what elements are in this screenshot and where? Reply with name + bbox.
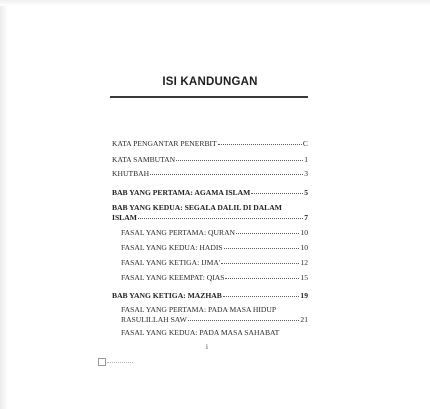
toc-entry-label: KHUTBAH (112, 169, 150, 178)
toc-entry-label: KATA SAMBUTAN (112, 155, 176, 164)
toc-entry-label: KATA PENGANTAR PENERBIT (112, 139, 217, 148)
dot-leader (225, 278, 299, 279)
toc-entry-label: ISLAM (112, 213, 137, 222)
toc-entry-page: 12 (300, 258, 308, 267)
toc-entry-page: 5 (304, 188, 308, 197)
dot-leader (150, 174, 303, 175)
stamp-box (98, 358, 106, 366)
dot-leader (218, 144, 302, 145)
toc-entry-label: BAB YANG KETIGA: MAZHAB (112, 291, 222, 300)
toc-entry-fasal-masa-hidup-line1: FASAL YANG PERTAMA: PADA MASA HIDUP (121, 305, 277, 314)
toc-entry-label: FASAL YANG KETIGA: IJMA' (121, 258, 221, 267)
toc-entry-label: RASULILLAH SAW (121, 315, 187, 324)
toc-entry-bab-kedua-line1: BAB YANG KEDUA: SEGALA DALIL DI DALAM (112, 203, 282, 212)
toc-entry-page: 21 (300, 315, 308, 324)
toc-entry-fasal-hadis (121, 243, 308, 252)
toc-entry-fasal-masa-hidup (121, 315, 308, 324)
dot-leader (188, 320, 300, 321)
toc-entry-fasal-ijma (121, 258, 308, 267)
toc-entry-page: 19 (300, 291, 308, 300)
toc-entry-label: FASAL YANG KEEMPAT: QIAS (121, 273, 225, 282)
toc-entry-fasal-qias (121, 273, 308, 282)
toc-entry-bab-pertama (112, 188, 308, 197)
toc-entry-khutbah (112, 169, 308, 178)
toc-entry-page: 15 (300, 273, 308, 282)
dot-leader (251, 193, 303, 194)
toc-entry-label: BAB YANG PERTAMA: AGAMA ISLAM (112, 188, 251, 197)
dot-leader (223, 296, 300, 297)
dot-leader (221, 263, 299, 264)
toc-entry-fasal-quran (121, 228, 308, 237)
dot-leader (236, 233, 299, 234)
toc-entry-bab-ketiga (112, 291, 308, 300)
dot-leader (224, 248, 300, 249)
toc-entry-page: C (302, 139, 308, 148)
toc-entry-bab-kedua (112, 213, 308, 222)
toc-entry-kata-pengantar (112, 139, 308, 148)
toc-entry-kata-sambutan (112, 155, 308, 164)
page-title: ISI KANDUNGAN (162, 76, 258, 88)
toc-entry-label: FASAL YANG PERTAMA: QURAN (121, 228, 236, 237)
dot-leader (138, 218, 303, 219)
toc-entry-fasal-masa-sahabat: FASAL YANG KEDUA: PADA MASA SAHABAT (121, 328, 280, 337)
library-stamp (98, 358, 134, 366)
toc-entry-page: 7 (304, 213, 308, 222)
toc-entry-page: 1 (304, 155, 308, 164)
dot-leader (176, 160, 303, 161)
toc-entry-page: 10 (300, 243, 308, 252)
page-number: i (206, 343, 208, 351)
toc-entry-page: 3 (304, 169, 308, 178)
toc-entry-label: FASAL YANG KEDUA: HADIS (121, 243, 223, 252)
toc-entry-page: 10 (300, 228, 308, 237)
stamp-line (107, 362, 133, 363)
